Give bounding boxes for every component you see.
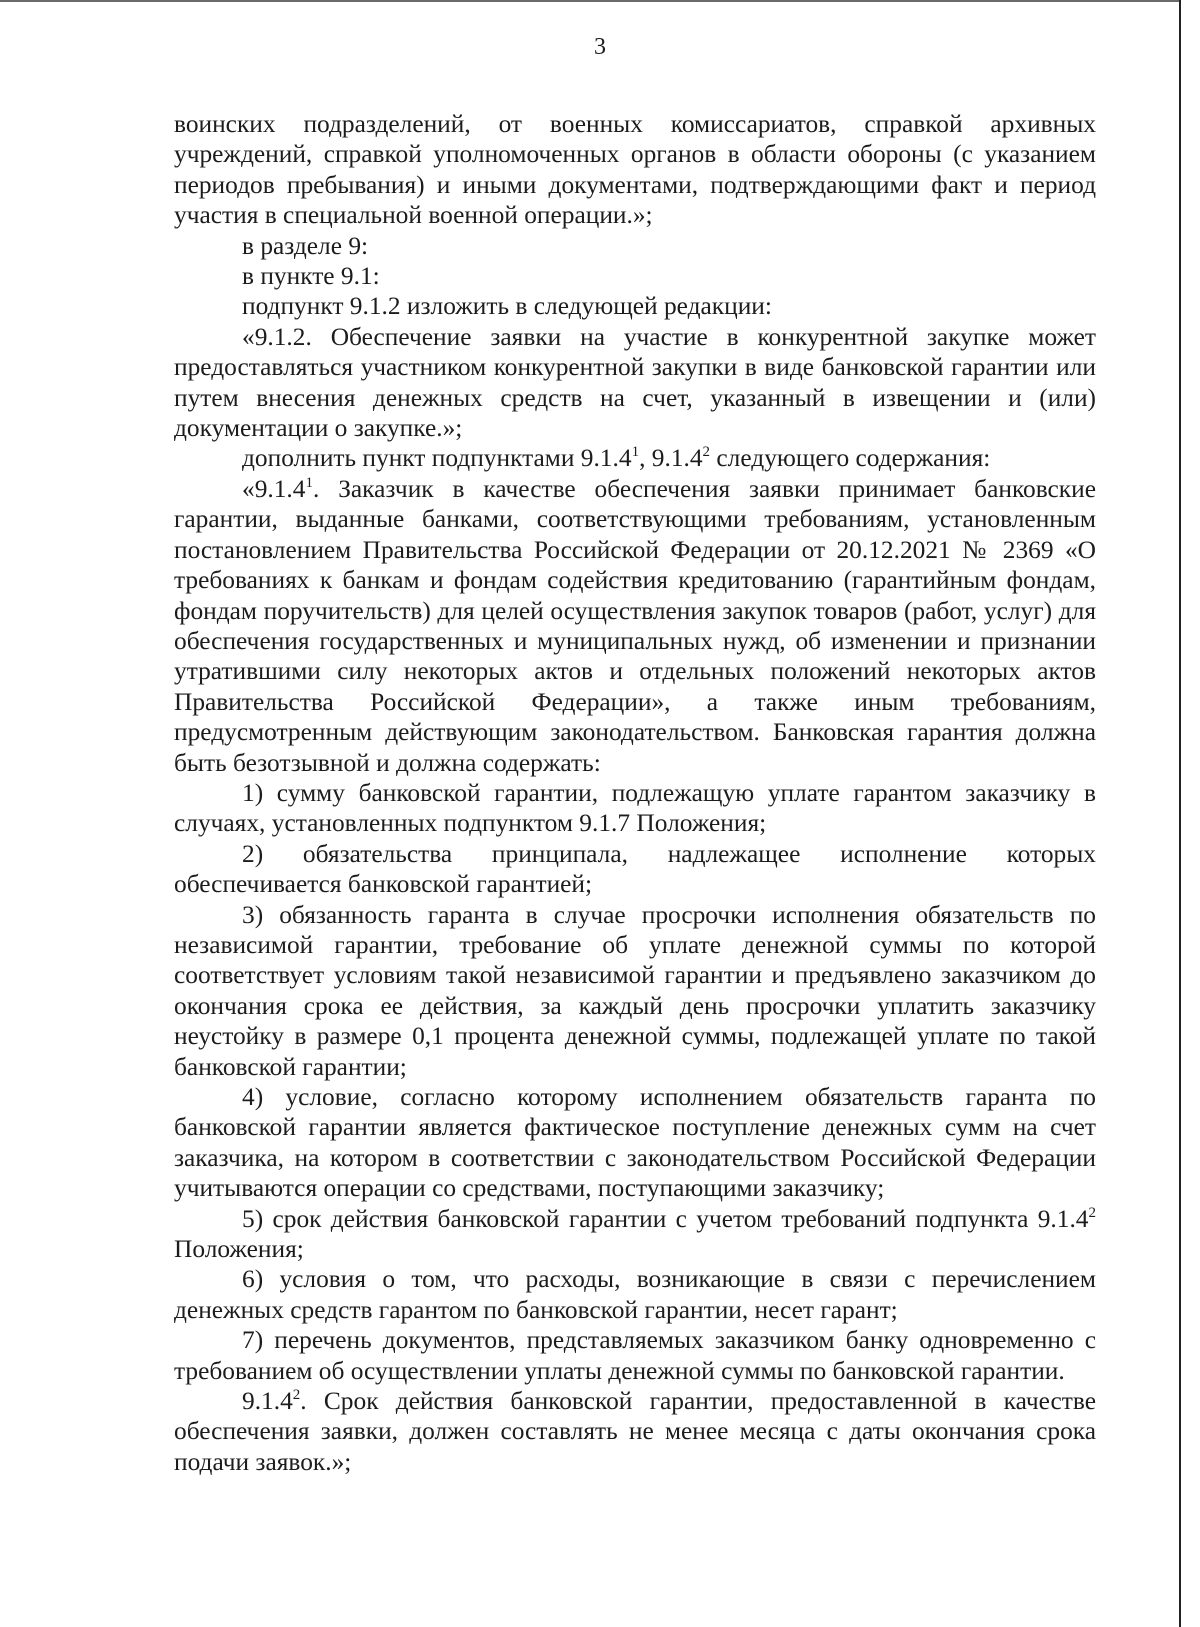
superscript-index: 2: [1088, 1204, 1096, 1221]
document-body: [174, 109, 1096, 1477]
list-item: 7) перечень документов, представляемых заказчиком банку одновременно с требованием об осуществлении уплаты денежной суммы по банковской гарантии.: [174, 1326, 1096, 1385]
list-item: 1) сумму банковской гарантии, подлежащую уплате гарантом заказчику в случаях, установленных подпунктом 9.1.7 Положения;: [174, 778, 1096, 838]
list-item: 6) условия о том, что расходы, возникающие в связи с перечислением денежных средств гарантом по банковской гарантии, несет гарант;: [174, 1265, 1096, 1324]
paragraph: «9.1.4$^1$. Заказчик в качестве обеспечения заявки принимает банковские гарантии, выданные банками, соответствующими требованиям, установленным постановлением Правительства Российской Федерации от 20.12.2021 № 2369 «О требованиях к банкам и фондам содействия кредитованию (гарантийным фондам, фондам поручительств) для целей осуществления закупок товаров (работ, услуг) для обеспечения государственных и муниципальных нужд, об изменении и признании утратившими силу некоторых актов и отдельных положений некоторых актов Правительства Российской Федерации», а также иным требованиям, предусмотренным действующим законодательством. Банковская гарантия должна быть безотзывной и должна содержать:: [174, 474, 1096, 777]
paragraph: «9.1.2. Обеспечение заявки на участие в конкурентной закупке может предоставляться участником конкурентной закупки в виде банковской гарантии или путем внесения денежных средств на счет, указанный в извещении и (или) документации о закупке.»;: [174, 322, 1096, 443]
list-item: 2) обязательства принципала, надлежащее исполнение которых обеспечивается банковской гарантией;: [174, 839, 1096, 899]
paragraph: воинских подразделений, от военных комиссариатов, справкой архивных учреждений, справкой уполномоченных органов в области обороны (с указанием периодов пребывания) и иными документами, подтверждающими факт и период участия в специальной военной операции.»;: [174, 110, 1096, 230]
paragraph: 9.1.4$^2$. Срок действия банковской гарантии, предоставленной в качестве обеспечения заявки, должен составлять не менее месяца с даты окончания срока подачи заявок.»;: [174, 1387, 1096, 1476]
list-item: 5) срок действия банковской гарантии с учетом требований подпункта 9.1.4$^2$ Положения;: [174, 1204, 1096, 1264]
paragraph: подпункт 9.1.2 изложить в следующей редакции:: [242, 292, 772, 321]
page-number: 3: [594, 34, 606, 60]
paragraph: в пункте 9.1:: [242, 262, 380, 291]
superscript-index: 1: [631, 444, 640, 461]
scan-edge-right: [1179, 0, 1181, 1627]
scan-edge-top: [0, 0, 1181, 2]
superscript-index: 2: [702, 444, 711, 461]
paragraph: дополнить пункт подпунктами 9.1.4$^1$, 9.1.4$^2$ следующего содержания:: [242, 444, 991, 473]
list-item: 3) обязанность гаранта в случае просрочки исполнения обязательств по независимой гарантии, требование об уплате денежной суммы по которой соответствует условиям такой независимой гарантии и предъявлено заказчиком до окончания срока ее действия, за каждый день просрочки уплатить заказчику неустойку в размере 0,1 процента денежной суммы, подлежащей уплате по такой банковской гарантии;: [174, 900, 1096, 1081]
list-item: 4) условие, согласно которому исполнением обязательств гаранта по банковской гарантии является фактическое поступление денежных сумм на счет заказчика, на котором в соответствии с законодательством Российской Федерации учитываются операции со средствами, поступающими заказчику;: [174, 1083, 1096, 1203]
superscript-index: 1: [305, 474, 313, 491]
superscript-index: 2: [292, 1387, 301, 1404]
paragraph: в разделе 9:: [242, 231, 369, 260]
